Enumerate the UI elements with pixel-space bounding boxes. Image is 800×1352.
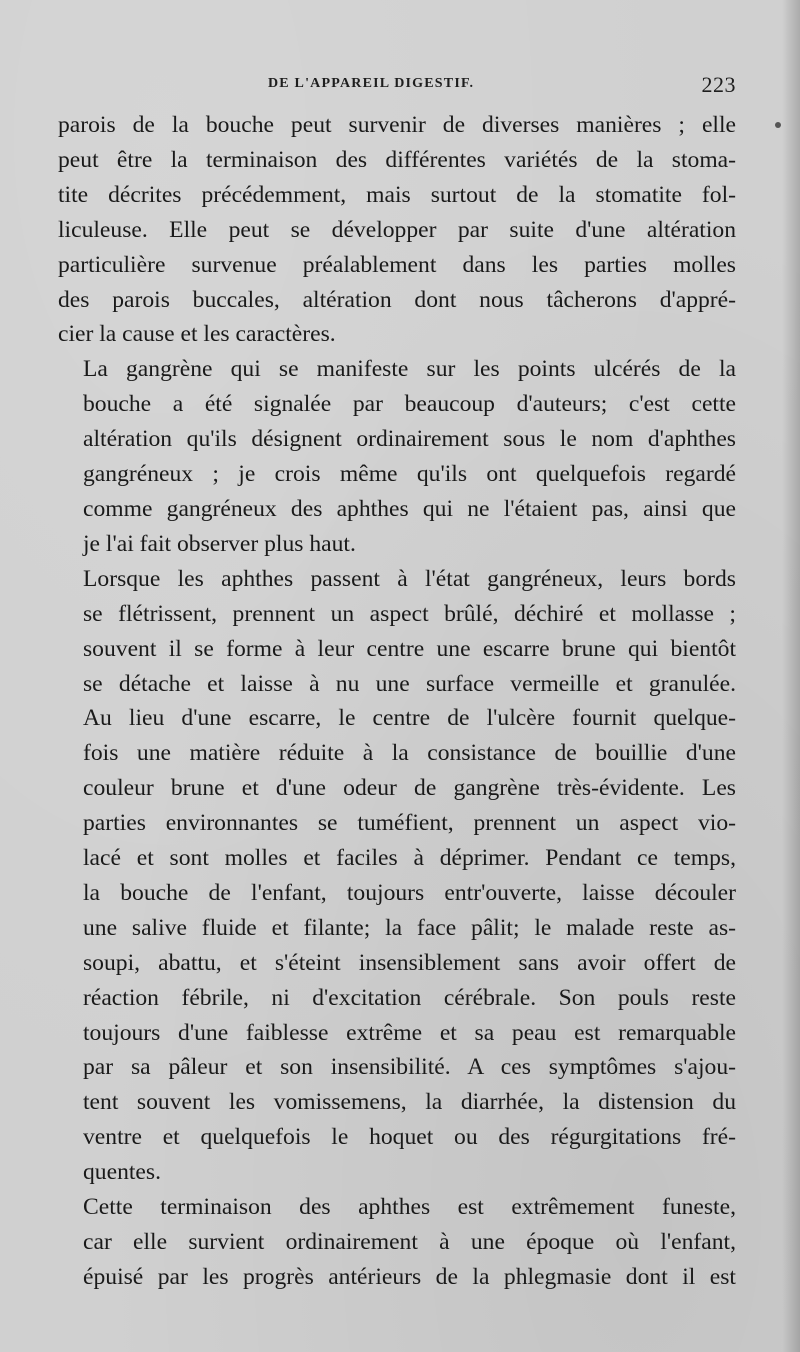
text-line: comme gangréneux des aphthes qui ne l'étaient pas, ainsi que <box>83 495 736 522</box>
text-line: des parois buccales, altération dont nous tâcherons d'appré- <box>58 286 736 313</box>
text-line: toujours d'une faiblesse extrême et sa peau est remarquable <box>83 1019 736 1046</box>
text-line: ventre et quelquefois le hoquet ou des régurgitations fré- <box>83 1124 736 1151</box>
text-line: par sa pâleur et son insensibilité. A ces symptômes s'ajou- <box>83 1054 736 1081</box>
text-line: une salive fluide et filante; la face pâlit; le malade reste as- <box>83 914 736 941</box>
ink-speck <box>775 122 781 128</box>
text-line: Cette terminaison des aphthes est extrêmement funeste, <box>83 1194 736 1221</box>
text-line: car elle survient ordinairement à une époque où l'enfant, <box>83 1229 736 1255</box>
text-line: bouche a été signalée par beaucoup d'auteurs; c'est cette <box>83 391 736 418</box>
text-line: Lorsque les aphthes passent à l'état gangréneux, leurs bords <box>83 565 736 592</box>
text-line: particulière survenue préalablement dans les parties molles <box>58 251 736 278</box>
text-line: quentes. <box>83 1159 161 1186</box>
page-edge-shadow <box>782 0 800 1352</box>
paragraph-2 <box>58 352 736 561</box>
text-line: couleur brune et d'une odeur de gangrène très-évidente. Les <box>83 775 736 802</box>
text-line: fois une matière réduite à la consistance de bouillie d'une <box>83 740 736 767</box>
text-line: parties environnantes se tuméfient, prennent un aspect vio- <box>83 810 736 837</box>
text-line: la bouche de l'enfant, toujours entr'ouverte, laisse découler <box>83 879 736 906</box>
text-line: je l'ai fait observer plus haut. <box>83 530 356 557</box>
text-line: souvent il se forme à leur centre une escarre brune qui bientôt <box>83 635 736 662</box>
text-line: La gangrène qui se manifeste sur les points ulcérés de la <box>83 356 736 383</box>
text-line: tent souvent les vomissemens, la diarrhée, la distension du <box>83 1089 736 1116</box>
text-line: parois de la bouche peut survenir de diverses manières ; elle <box>58 112 736 138</box>
text-line: réaction fébrile, ni d'excitation cérébrale. Son pouls reste <box>83 984 736 1011</box>
text-line: épuisé par les progrès antérieurs de la phlegmasie dont il est <box>83 1263 736 1290</box>
running-title: DE L'APPAREIL DIGESTIF. <box>268 76 475 91</box>
text-line: se détache et laisse à nu une surface vermeille et granulée. <box>83 670 736 697</box>
body-text <box>58 108 736 1295</box>
text-line: gangréneux ; je crois même qu'ils ont quelquefois regardé <box>83 461 736 488</box>
paragraph-1 <box>58 108 736 352</box>
page-number: 223 <box>701 72 736 97</box>
text-line: Au lieu d'une escarre, le centre de l'ulcère fournit quelque- <box>83 705 736 732</box>
running-header <box>60 72 736 98</box>
paragraph-3 <box>58 562 736 1190</box>
text-line: cier la cause et les caractères. <box>58 321 336 348</box>
text-line: tite décrites précédemment, mais surtout de la stomatite fol- <box>58 181 736 208</box>
text-line: altération qu'ils désignent ordinairement sous le nom d'aphthes <box>83 426 736 453</box>
text-line: peut être la terminaison des différentes variétés de la stoma- <box>58 146 736 173</box>
text-line: soupi, abattu, et s'éteint insensiblement sans avoir offert de <box>83 949 736 976</box>
text-line: se flétrissent, prennent un aspect brûlé, déchiré et mollasse ; <box>83 600 736 627</box>
text-line: liculeuse. Elle peut se développer par suite d'une altération <box>58 216 736 243</box>
paragraph-4 <box>58 1190 736 1295</box>
text-line: lacé et sont molles et faciles à déprimer. Pendant ce temps, <box>83 845 736 872</box>
